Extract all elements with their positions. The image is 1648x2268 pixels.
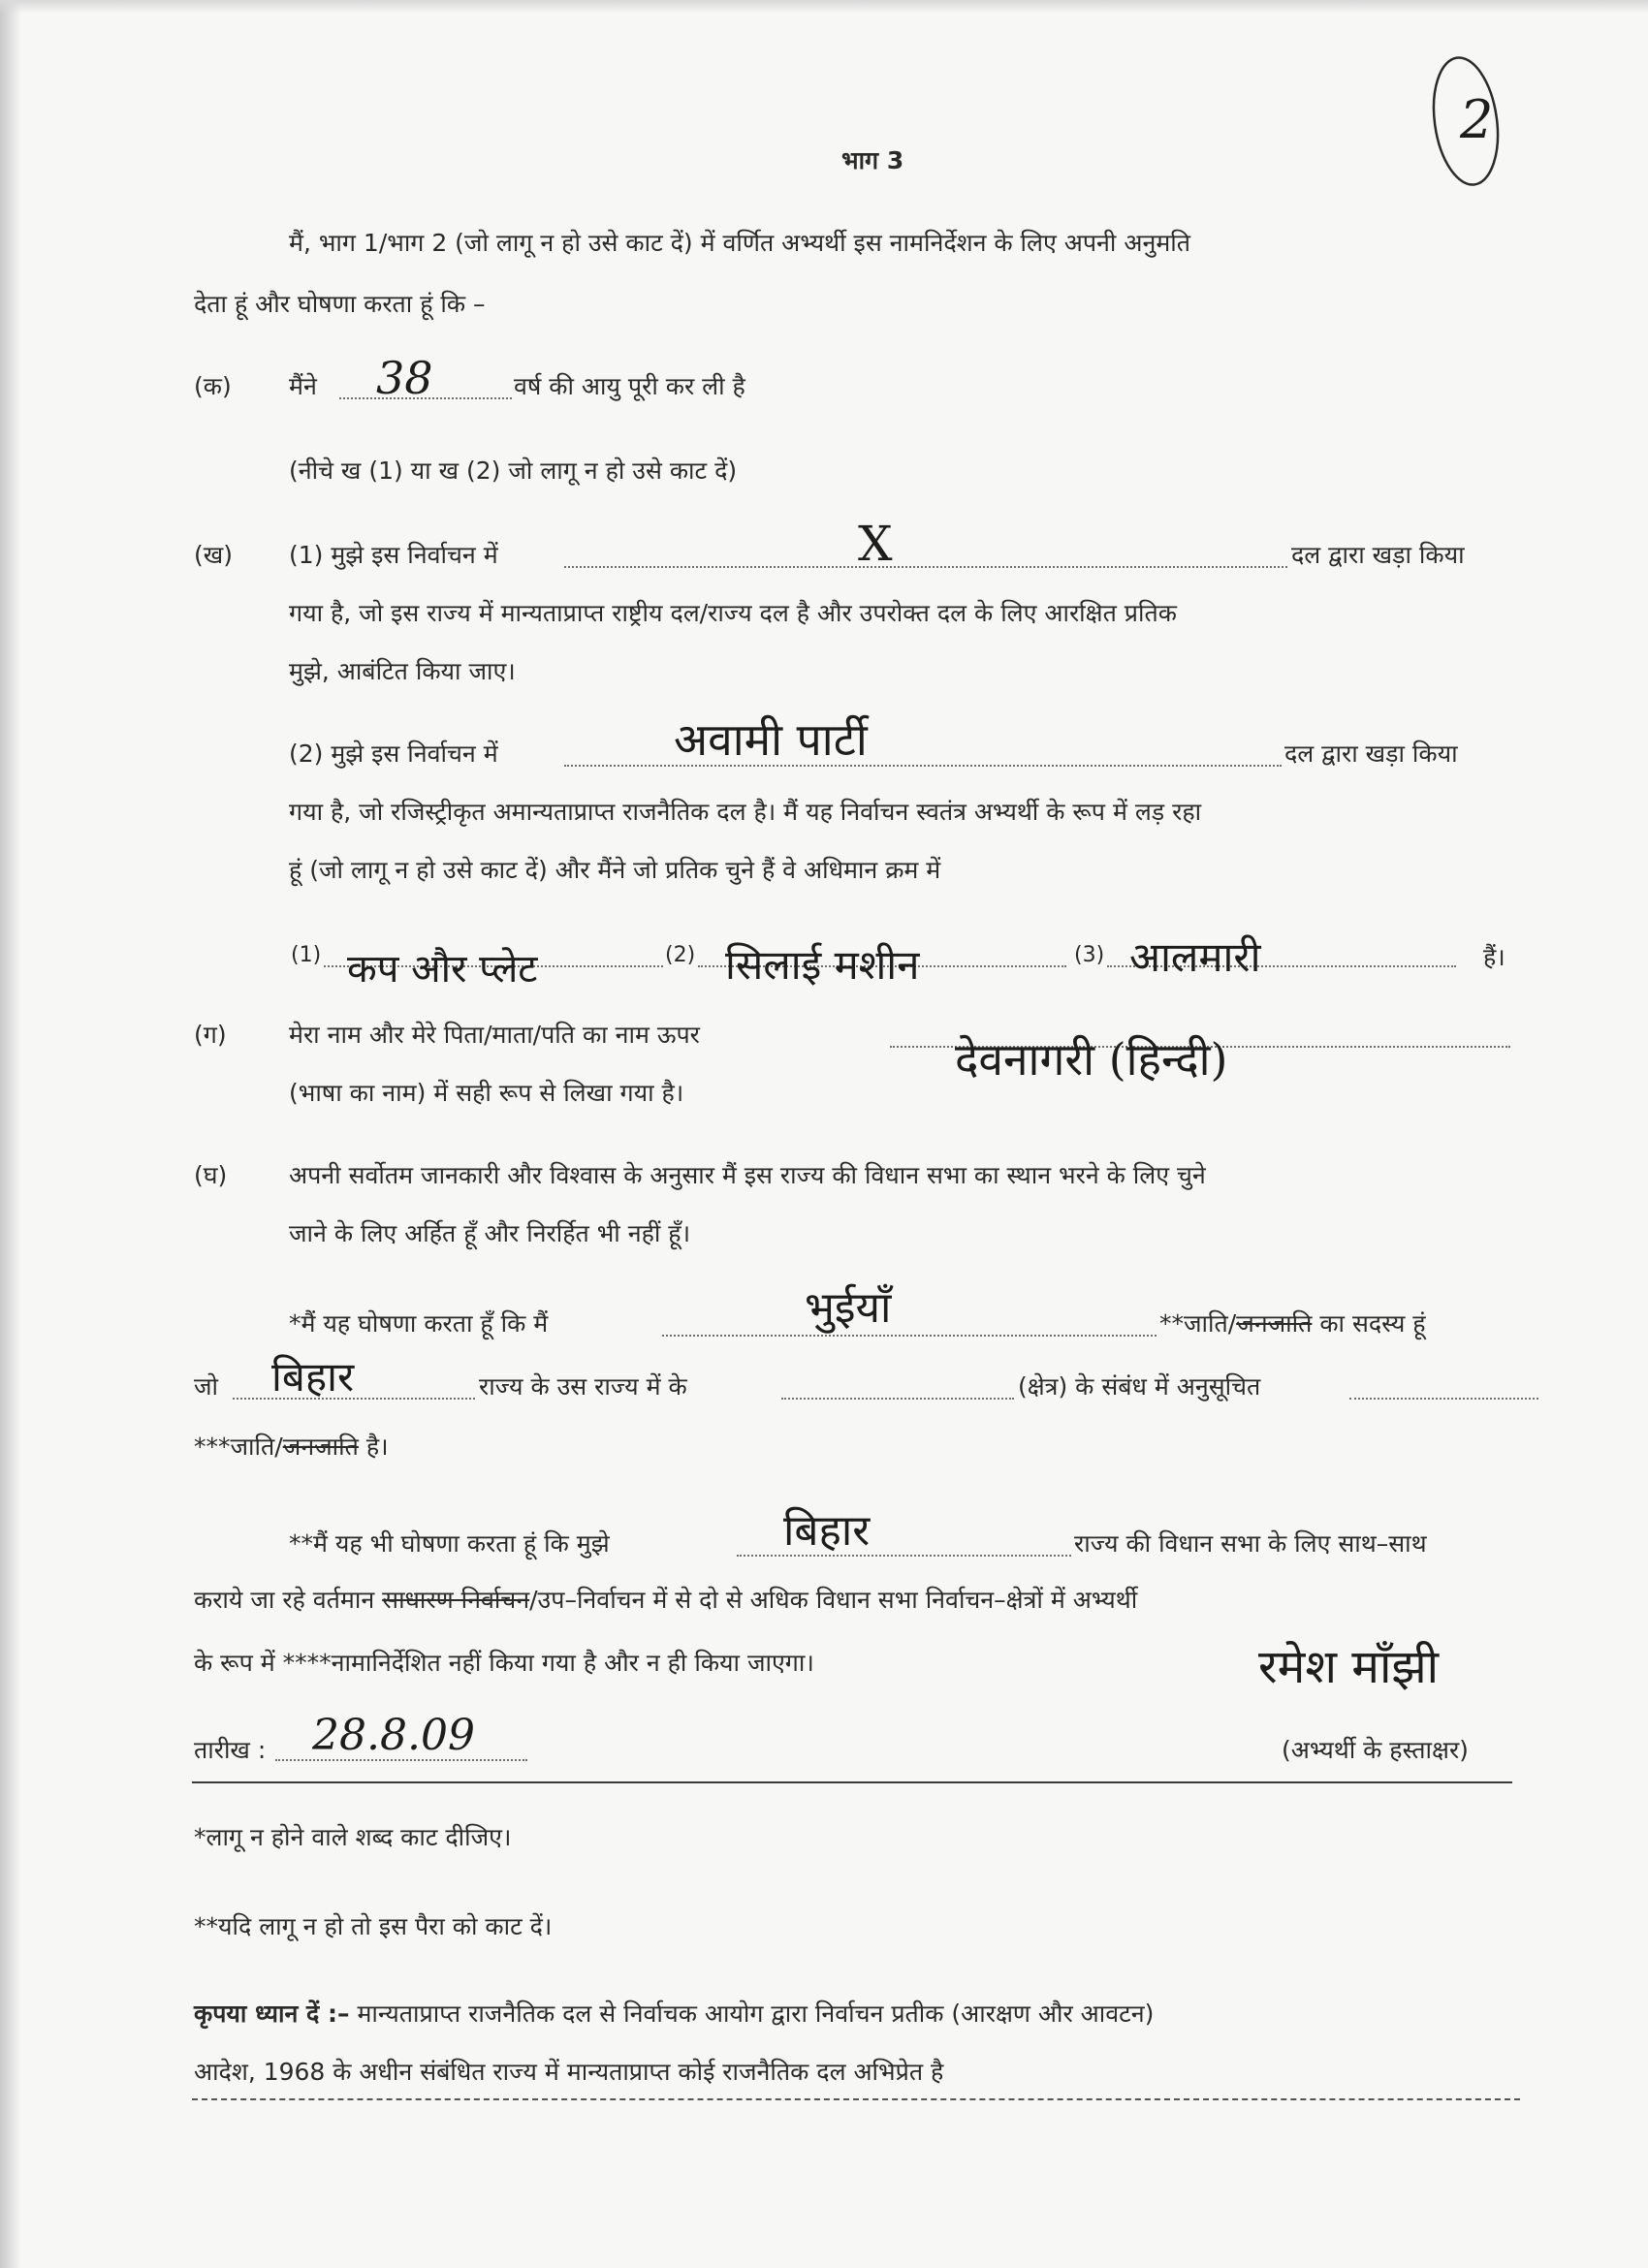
- page-shadow-top: [0, 0, 1648, 14]
- caste-suffix-jati: **जाति/: [1159, 1309, 1237, 1338]
- symbol-2-handwritten: सिलाई मशीन: [725, 941, 920, 989]
- area-tail-dotted-line: [1349, 1398, 1538, 1400]
- caste-jo: जो: [194, 1372, 219, 1401]
- caste-end: [194, 1432, 389, 1462]
- caste-area: (क्षेत्र) के संबंध में अनुसूचित: [1018, 1372, 1261, 1401]
- clause-ka-note: (नीचे ख (1) या ख (2) जो लागू न हो उसे काट दें): [289, 457, 738, 485]
- age-value: 38: [376, 352, 433, 404]
- note-line-1: मान्यताप्राप्त राजनैतिक दल से निर्वाचक आयोग द्वारा निर्वाचन प्रतीक (आरक्षण और आवटन): [357, 2000, 1155, 2028]
- symbol-3-label: (3): [1074, 943, 1105, 967]
- symbol-1-label: (1): [291, 943, 322, 967]
- constituency-state-handwritten: बिहार: [783, 1506, 871, 1556]
- clause-kha-marker: (ख): [194, 541, 233, 569]
- kha-2-prefix: (2) मुझे इस निर्वाचन में: [289, 740, 498, 768]
- party-name-handwritten: अवामी पार्टी: [674, 713, 868, 766]
- language-handwritten: देवनागरी (हिन्दी): [955, 1033, 1228, 1086]
- kha-1-suffix: दल द्वारा खड़ा किया: [1291, 541, 1465, 569]
- caste-dotted-line: [662, 1335, 1157, 1337]
- footnote-2: **यदि लागू न हो तो इस पैरा को काट दें।: [194, 1912, 553, 1940]
- page-number: 2: [1460, 89, 1494, 150]
- symbol-3-handwritten: आलमारी: [1129, 933, 1261, 981]
- constituency-line-2: [194, 1585, 1137, 1615]
- footnote-1: *लागू न होने वाले शब्द काट दीजिए।: [194, 1823, 512, 1851]
- kha-1-prefix: (1) मुझे इस निर्वाचन में: [289, 541, 498, 569]
- clause-ga-line-1: मेरा नाम और मेरे पिता/माता/पति का नाम ऊपर: [289, 1021, 700, 1049]
- kha-1-cross-mark: X: [858, 516, 893, 572]
- kha-2-line-2: गया है, जो रजिस्ट्रीकृत अमान्यताप्राप्त राजनैतिक दल है। मैं यह निर्वाचन स्वतंत्र अभ्यर्थी के रूप में लड़ रहा: [289, 798, 1202, 826]
- constituency-line-2-start: कराये जा रहे वर्तमान: [194, 1586, 375, 1614]
- note-label: कृपया ध्यान दें :–: [194, 2000, 350, 2028]
- symbol-2-label: (2): [665, 943, 696, 967]
- state-handwritten: बिहार: [271, 1353, 355, 1401]
- caste-prefix: *मैं यह घोषणा करता हूँ कि मैं: [289, 1309, 549, 1338]
- page-shadow-left: [0, 0, 21, 2268]
- clause-ka-marker: (क): [194, 372, 232, 400]
- caste-suffix-struck: जनजाति: [1236, 1309, 1313, 1338]
- constituency-prefix: **मैं यह भी घोषणा करता हूं कि मुझे: [289, 1529, 610, 1558]
- clause-gha-marker: (घ): [194, 1161, 228, 1189]
- kha-2-dotted-line: [564, 765, 1282, 767]
- intro-line-2: देता हूं और घोषणा करता हूं कि –: [194, 290, 486, 318]
- clause-gha-line-2: जाने के लिए अर्हित हूँ और निरर्हित भी नहीं हूँ।: [289, 1219, 691, 1247]
- separator-rule: [192, 1781, 1512, 1783]
- clause-ga-line-2: (भाषा का नाम) में सही रूप से लिखा गया है।: [289, 1079, 684, 1107]
- caste-end-hai: है।: [365, 1433, 389, 1461]
- caste-handwritten: भुईयाँ: [805, 1283, 892, 1333]
- symbols-end: हैं।: [1483, 943, 1505, 971]
- date-value: 28.8.09: [312, 1711, 475, 1760]
- kha-2-line-3: हूं (जो लागू न हो उसे काट दें) और मैंने जो प्रतिक चुने हैं वे अधिमान क्रम में: [289, 856, 941, 884]
- constituency-suffix: राज्य की विधान सभा के लिए साथ–साथ: [1074, 1529, 1427, 1558]
- kha-1-dotted-line: [564, 566, 1287, 568]
- kha-1-line-2: गया है, जो इस राज्य में मान्यताप्राप्त राष्ट्रीय दल/राज्य दल है और उपरोक्त दल के लिए आरक्षित प्रतिक: [289, 599, 1177, 627]
- page-heading: भाग 3: [841, 146, 904, 174]
- constituency-line-3: के रूप में ****नामानिर्देशित नहीं किया गया है और न ही किया जाएगा।: [194, 1649, 814, 1677]
- clause-ka-prefix: मैंने: [289, 372, 317, 400]
- symbol-1-handwritten: कप और प्लेट: [347, 947, 538, 992]
- kha-1-line-3: मुझे, आबंटित किया जाए।: [289, 657, 516, 685]
- bottom-rule: [192, 2098, 1520, 2100]
- note-block: [194, 1999, 1154, 2029]
- signature-label: (अभ्यर्थी के हस्ताक्षर): [1282, 1736, 1469, 1764]
- candidate-signature: रमेश माँझी: [1258, 1640, 1440, 1694]
- clause-ka-suffix: वर्ष की आयु पूरी कर ली है: [514, 372, 745, 400]
- note-line-2: आदेश, 1968 के अधीन संबंधित राज्य में मान्यताप्राप्त कोई राजनैतिक दल अभिप्रेत है: [194, 2058, 944, 2086]
- constituency-line-2-end: /उप–निर्वाचन में से दो से अधिक विधान सभा निर्वाचन–क्षेत्रों में अभ्यर्थी: [529, 1586, 1138, 1614]
- kha-2-suffix: दल द्वारा खड़ा किया: [1284, 740, 1458, 768]
- caste-suffix: [1159, 1308, 1426, 1339]
- date-label: तारीख :: [194, 1736, 267, 1764]
- area-dotted-line: [781, 1398, 1014, 1400]
- caste-end-jati: ***जाति/: [194, 1433, 283, 1461]
- caste-suffix-end: का सदस्य हूं: [1319, 1309, 1426, 1338]
- caste-end-struck: जनजाति: [282, 1433, 359, 1461]
- caste-mid: राज्य के उस राज्य में के: [479, 1372, 687, 1401]
- circled-page-number: [1417, 48, 1514, 194]
- clause-ga-marker: (ग): [194, 1021, 227, 1049]
- intro-line-1: मैं, भाग 1/भाग 2 (जो लागू न हो उसे काट दें) में वर्णित अभ्यर्थी इस नामनिर्देशन के लिए अपनी अनुमति: [289, 229, 1191, 257]
- constituency-line-2-struck: साधारण निर्वाचन: [382, 1586, 530, 1614]
- clause-gha-line-1: अपनी सर्वोतम जानकारी और विश्वास के अनुसार मैं इस राज्य की विधान सभा का स्थान भरने के लिए चुने: [289, 1161, 1206, 1189]
